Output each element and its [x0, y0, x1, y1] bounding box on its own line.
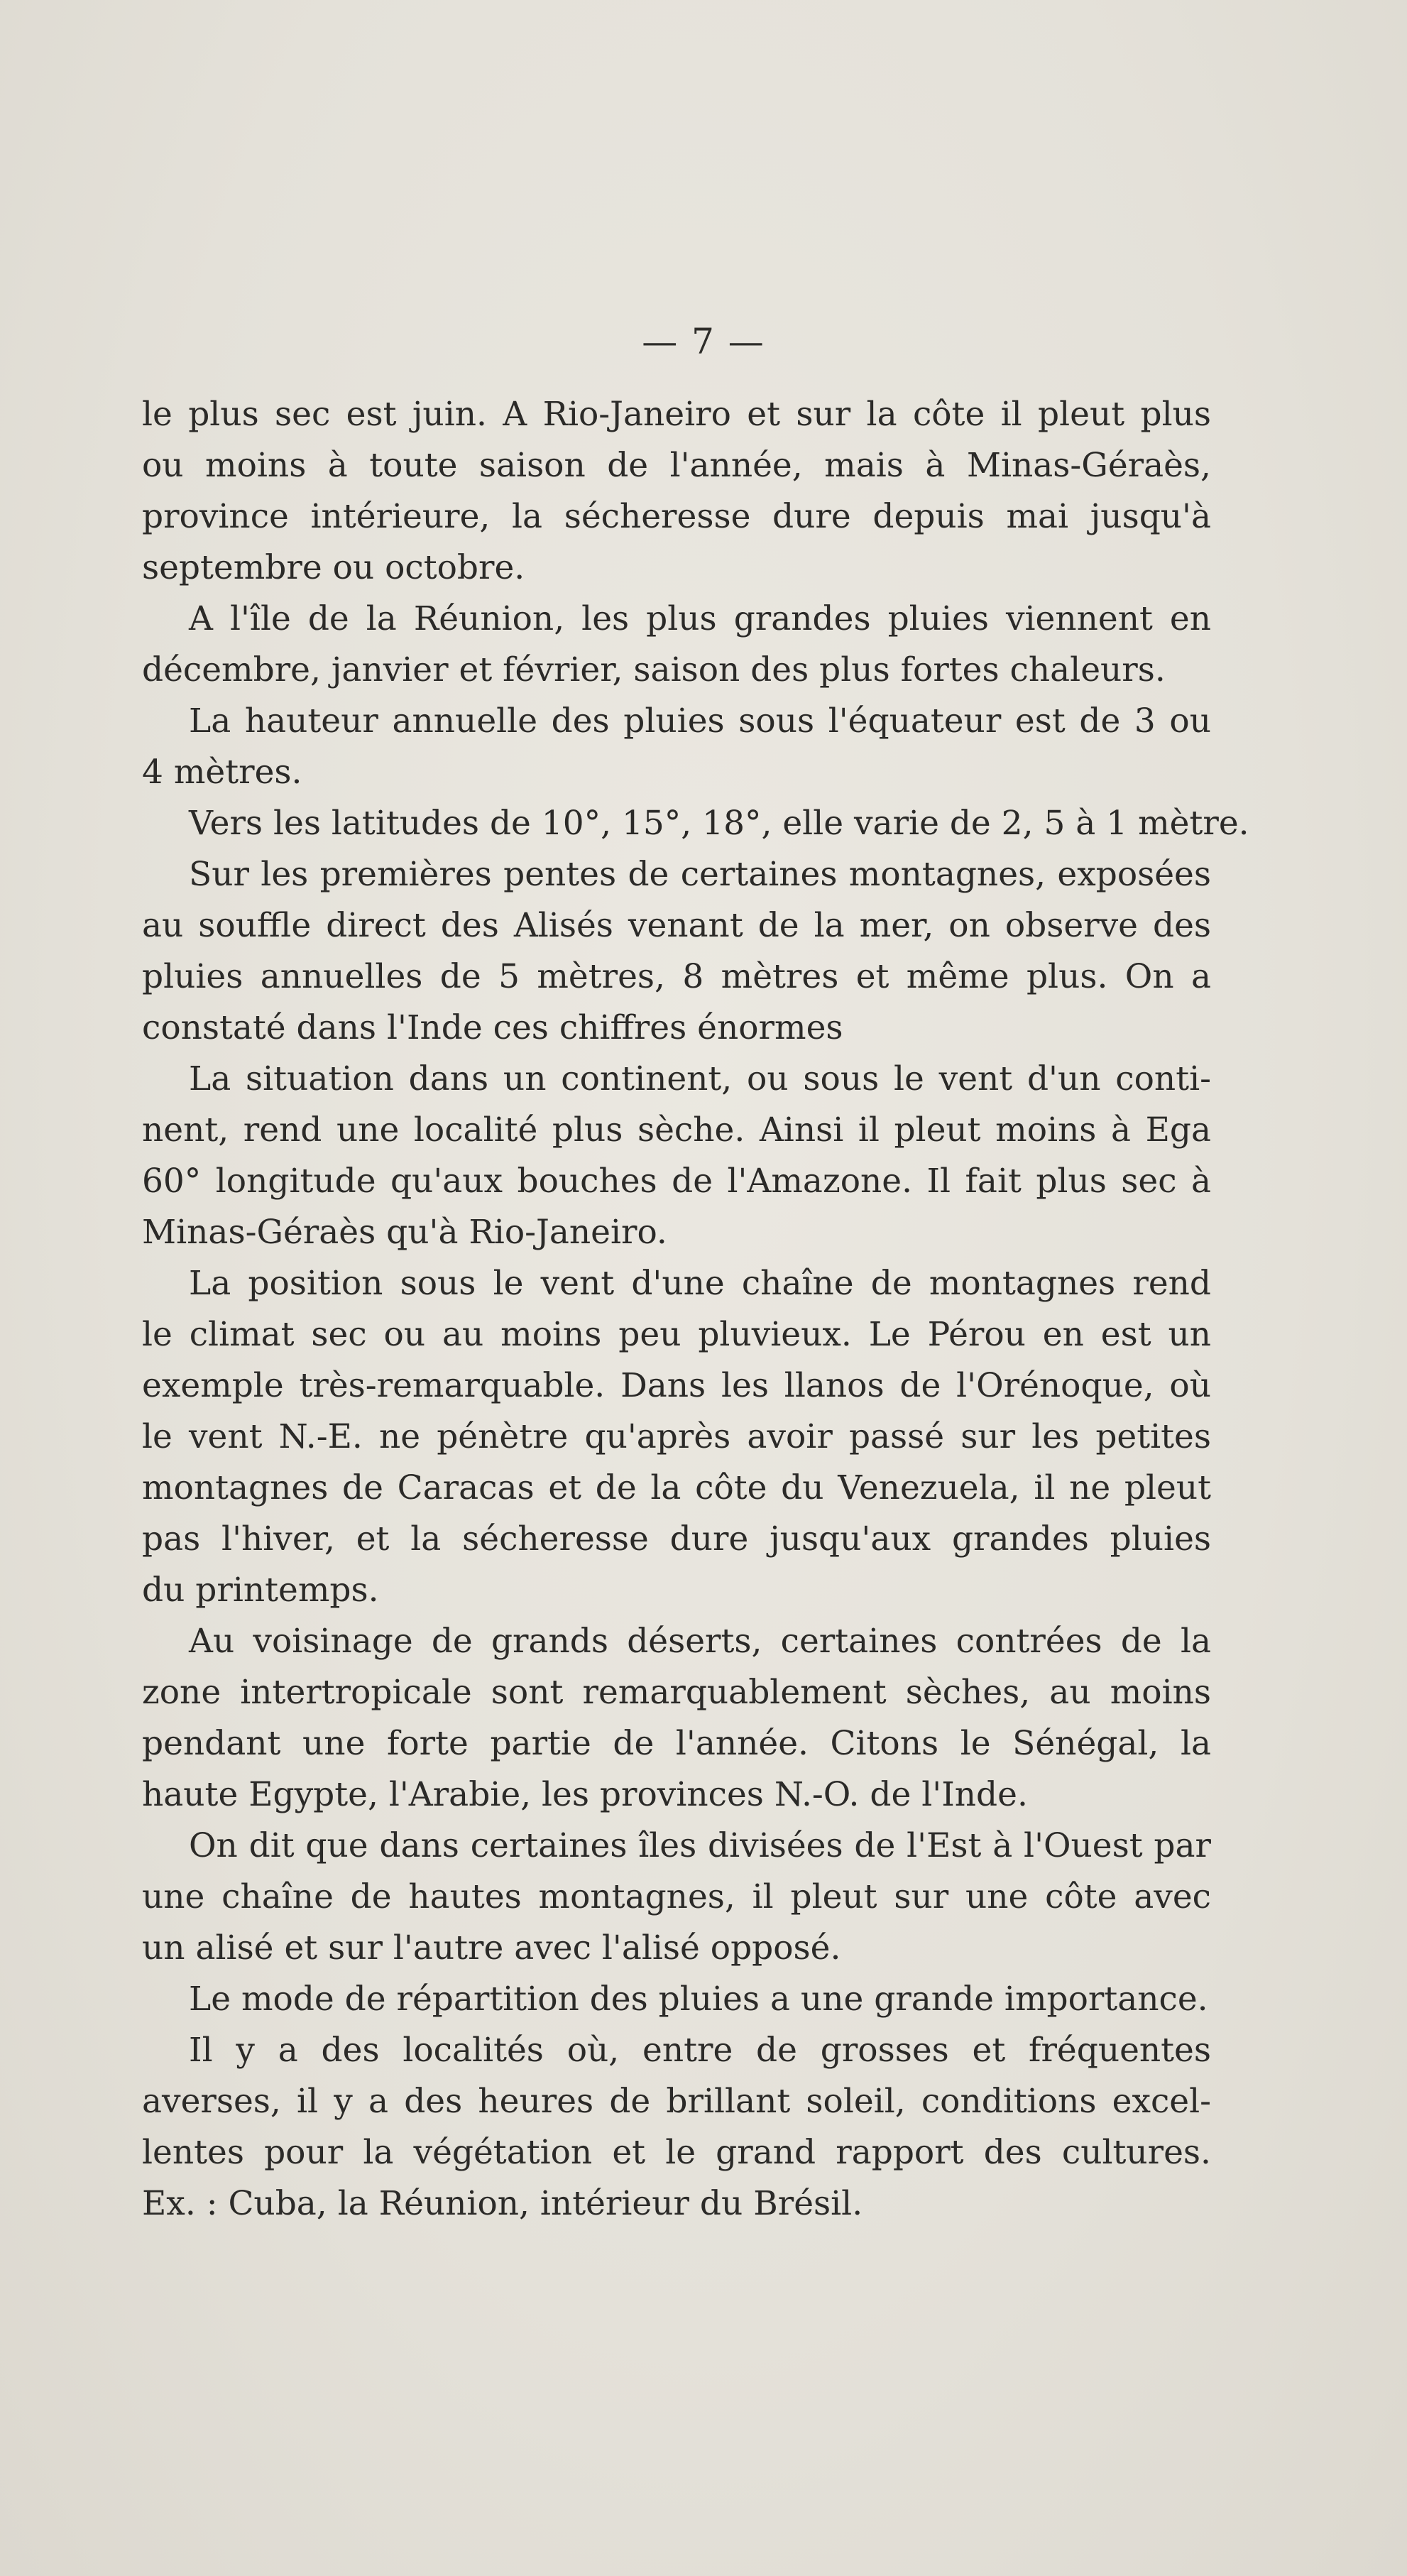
text-line: le vent N.-E. ne pénètre qu'après avoir passé sur les petites — [142, 1417, 1211, 1456]
text-line: le plus sec est juin. A Rio-Janeiro et sur la côte il pleut plus — [142, 395, 1211, 434]
text-line: lentes pour la végétation et le grand rapport des cultures. — [142, 2133, 1211, 2172]
text-line: 4 mètres. — [142, 753, 302, 792]
text-line: zone intertropicale sont remarquablement sèches, au moins — [142, 1673, 1211, 1712]
text-line: La situation dans un continent, ou sous le vent d'un conti- — [189, 1059, 1211, 1098]
text-line: une chaîne de hautes montagnes, il pleut sur une côte avec — [142, 1877, 1211, 1916]
text-line: province intérieure, la sécheresse dure depuis mai jusqu'à — [142, 497, 1211, 536]
text-line: exemple très-remarquable. Dans les llanos de l'Orénoque, où — [142, 1366, 1211, 1405]
text-line: pendant une forte partie de l'année. Citons le Sénégal, la — [142, 1724, 1211, 1763]
text-line: nent, rend une localité plus sèche. Ainsi il pleut moins à Ega — [142, 1110, 1211, 1150]
text-line: le climat sec ou au moins peu pluvieux. Le Pérou en est un — [142, 1315, 1211, 1354]
text-line: haute Egypte, l'Arabie, les provinces N.-O. de l'Inde. — [142, 1775, 1028, 1814]
text-line: un alisé et sur l'autre avec l'alisé opposé. — [142, 1928, 841, 1968]
text-line: montagnes de Caracas et de la côte du Venezuela, il ne pleut — [142, 1468, 1211, 1507]
text-line: On dit que dans certaines îles divisées de l'Est à l'Ouest par — [189, 1826, 1211, 1865]
text-line: au souffle direct des Alisés venant de la mer, on observe des — [142, 906, 1211, 945]
body-text — [142, 389, 1249, 2230]
text-line: constaté dans l'Inde ces chiffres énormes — [142, 1008, 843, 1047]
text-line: du printemps. — [142, 1571, 379, 1610]
text-line: pas l'hiver, et la sécheresse dure jusqu'aux grandes pluies — [142, 1519, 1211, 1559]
text-line: A l'île de la Réunion, les plus grandes pluies viennent en — [189, 599, 1211, 638]
text-line: 60° longitude qu'aux bouches de l'Amazone. Il fait plus sec à — [142, 1162, 1211, 1201]
text-line: Vers les latitudes de 10°, 15°, 18°, elle varie de 2, 5 à 1 mètre. — [189, 804, 1249, 843]
text-line: La position sous le vent d'une chaîne de montagnes rend — [189, 1264, 1211, 1303]
text-line: pluies annuelles de 5 mètres, 8 mètres et même plus. On a — [142, 957, 1211, 996]
text-line: Il y a des localités où, entre de grosses et fréquentes — [189, 2031, 1211, 2070]
text-line: Minas-Géraès qu'à Rio-Janeiro. — [142, 1213, 667, 1252]
text-line: Sur les premières pentes de certaines montagnes, exposées — [189, 855, 1211, 894]
text-line: ou moins à toute saison de l'année, mais à Minas-Géraès, — [142, 446, 1211, 485]
text-line: averses, il y a des heures de brillant soleil, conditions excel- — [142, 2082, 1211, 2121]
text-line: septembre ou octobre. — [142, 548, 525, 587]
page-number: — 7 — — [642, 321, 765, 362]
text-line: Ex. : Cuba, la Réunion, intérieur du Brésil. — [142, 2184, 863, 2223]
text-line: décembre, janvier et février, saison des plus fortes chaleurs. — [142, 650, 1166, 689]
text-line: Au voisinage de grands déserts, certaines contrées de la — [189, 1622, 1211, 1661]
text-line: La hauteur annuelle des pluies sous l'équateur est de 3 ou — [189, 702, 1211, 741]
text-line: Le mode de répartition des pluies a une grande importance. — [189, 1980, 1208, 2019]
